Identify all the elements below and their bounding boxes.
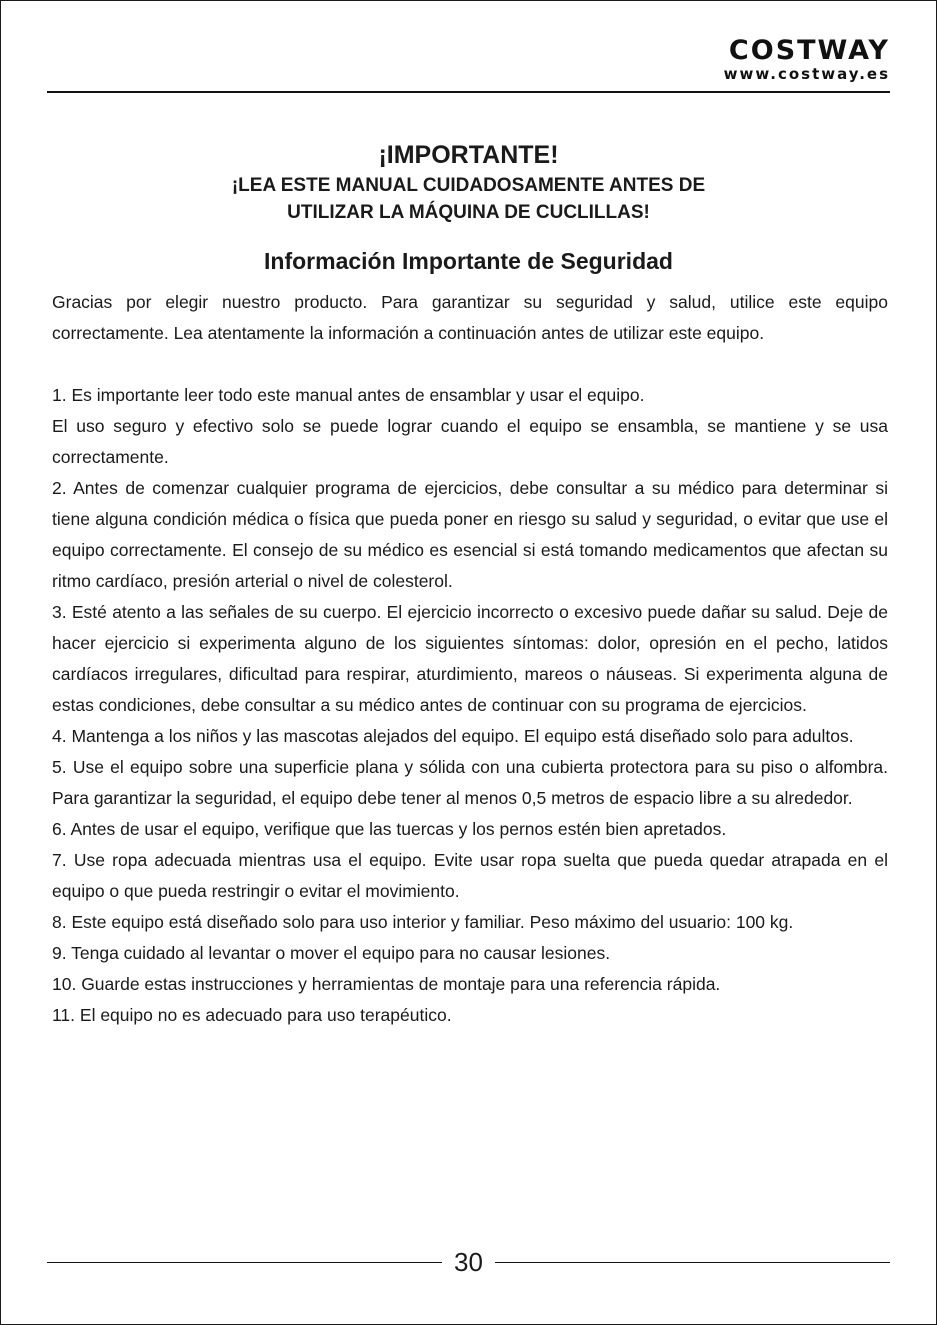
safety-item: 2. Antes de comenzar cualquier programa de ejercicios, debe consultar a su médico para determinar si tiene alguna condición médica o física que pueda poner en riesgo su salud y seguridad, o evitar que use el equipo correctamente. El consejo de su médico es esencial si está tomando medicamentos que afectan su ritmo cardíaco, presión arterial o nivel de colesterol. xyxy=(52,478,888,591)
safety-item: 5. Use el equipo sobre una superficie plana y sólida con una cubierta protectora para su piso o alfombra. Para garantizar la seguridad, el equipo debe tener al menos 0,5 metros de espacio libre a su alrededor. xyxy=(52,757,888,808)
page-footer xyxy=(47,1242,890,1282)
safety-item: 8. Este equipo está diseñado solo para uso interior y familiar. Peso máximo del usuario: 100 kg. xyxy=(52,912,794,932)
subtitle-line-2: UTILIZAR LA MÁQUINA DE CUCLILLAS! xyxy=(287,202,650,223)
safety-item: 6. Antes de usar el equipo, verifique que las tuercas y los pernos estén bien apretados. xyxy=(52,819,727,839)
header-divider xyxy=(47,91,890,93)
safety-instructions xyxy=(52,287,888,1031)
safety-item: El uso seguro y efectivo solo se puede lograr cuando el equipo se ensambla, se mantiene y se usa correctamente. xyxy=(52,416,888,467)
page-title: ¡IMPORTANTE! xyxy=(378,141,559,169)
safety-item: 7. Use ropa adecuada mientras usa el equipo. Evite usar ropa suelta que pueda quedar atrapada en el equipo o que pueda restringir o evitar el movimiento. xyxy=(52,850,888,901)
safety-item: 4. Mantenga a los niños y las mascotas alejados del equipo. El equipo está diseñado solo para adultos. xyxy=(52,726,854,746)
safety-item: 3. Esté atento a las señales de su cuerpo. El ejercicio incorrecto o excesivo puede dañar su salud. Deje de hacer ejercicio si experimenta alguno de los siguientes síntomas: dolor, opresión en el pecho, latidos cardíacos irregulares, dificultad para respirar, aturdimiento, mareos o náuseas. Si experimenta alguna de estas condiciones, debe consultar a su médico antes de continuar con su programa de ejercicios. xyxy=(52,602,888,715)
footer-divider-right xyxy=(495,1262,890,1263)
subtitle-line-1: ¡LEA ESTE MANUAL CUIDADOSAMENTE ANTES DE xyxy=(231,175,706,196)
safety-item: 1. Es importante leer todo este manual antes de ensamblar y usar el equipo. xyxy=(52,385,645,405)
footer-divider-left xyxy=(47,1262,442,1263)
brand-logo: COSTWAY xyxy=(728,35,890,66)
brand-header xyxy=(724,37,890,83)
safety-item: 10. Guarde estas instrucciones y herramientas de montaje para una referencia rápida. xyxy=(52,974,721,994)
safety-item: 11. El equipo no es adecuado para uso terapéutico. xyxy=(52,1005,452,1025)
brand-url: www.costway.es xyxy=(723,65,890,83)
page-number: 30 xyxy=(454,1247,483,1277)
page-subtitle xyxy=(1,172,936,226)
section-title: Información Importante de Seguridad xyxy=(264,248,673,274)
intro-paragraph: Gracias por elegir nuestro producto. Para garantizar su seguridad y salud, utilice este equipo correctamente. Lea atentamente la información a continuación antes de utilizar este equipo. xyxy=(52,292,888,343)
safety-item: 9. Tenga cuidado al levantar o mover el equipo para no causar lesiones. xyxy=(52,943,611,963)
